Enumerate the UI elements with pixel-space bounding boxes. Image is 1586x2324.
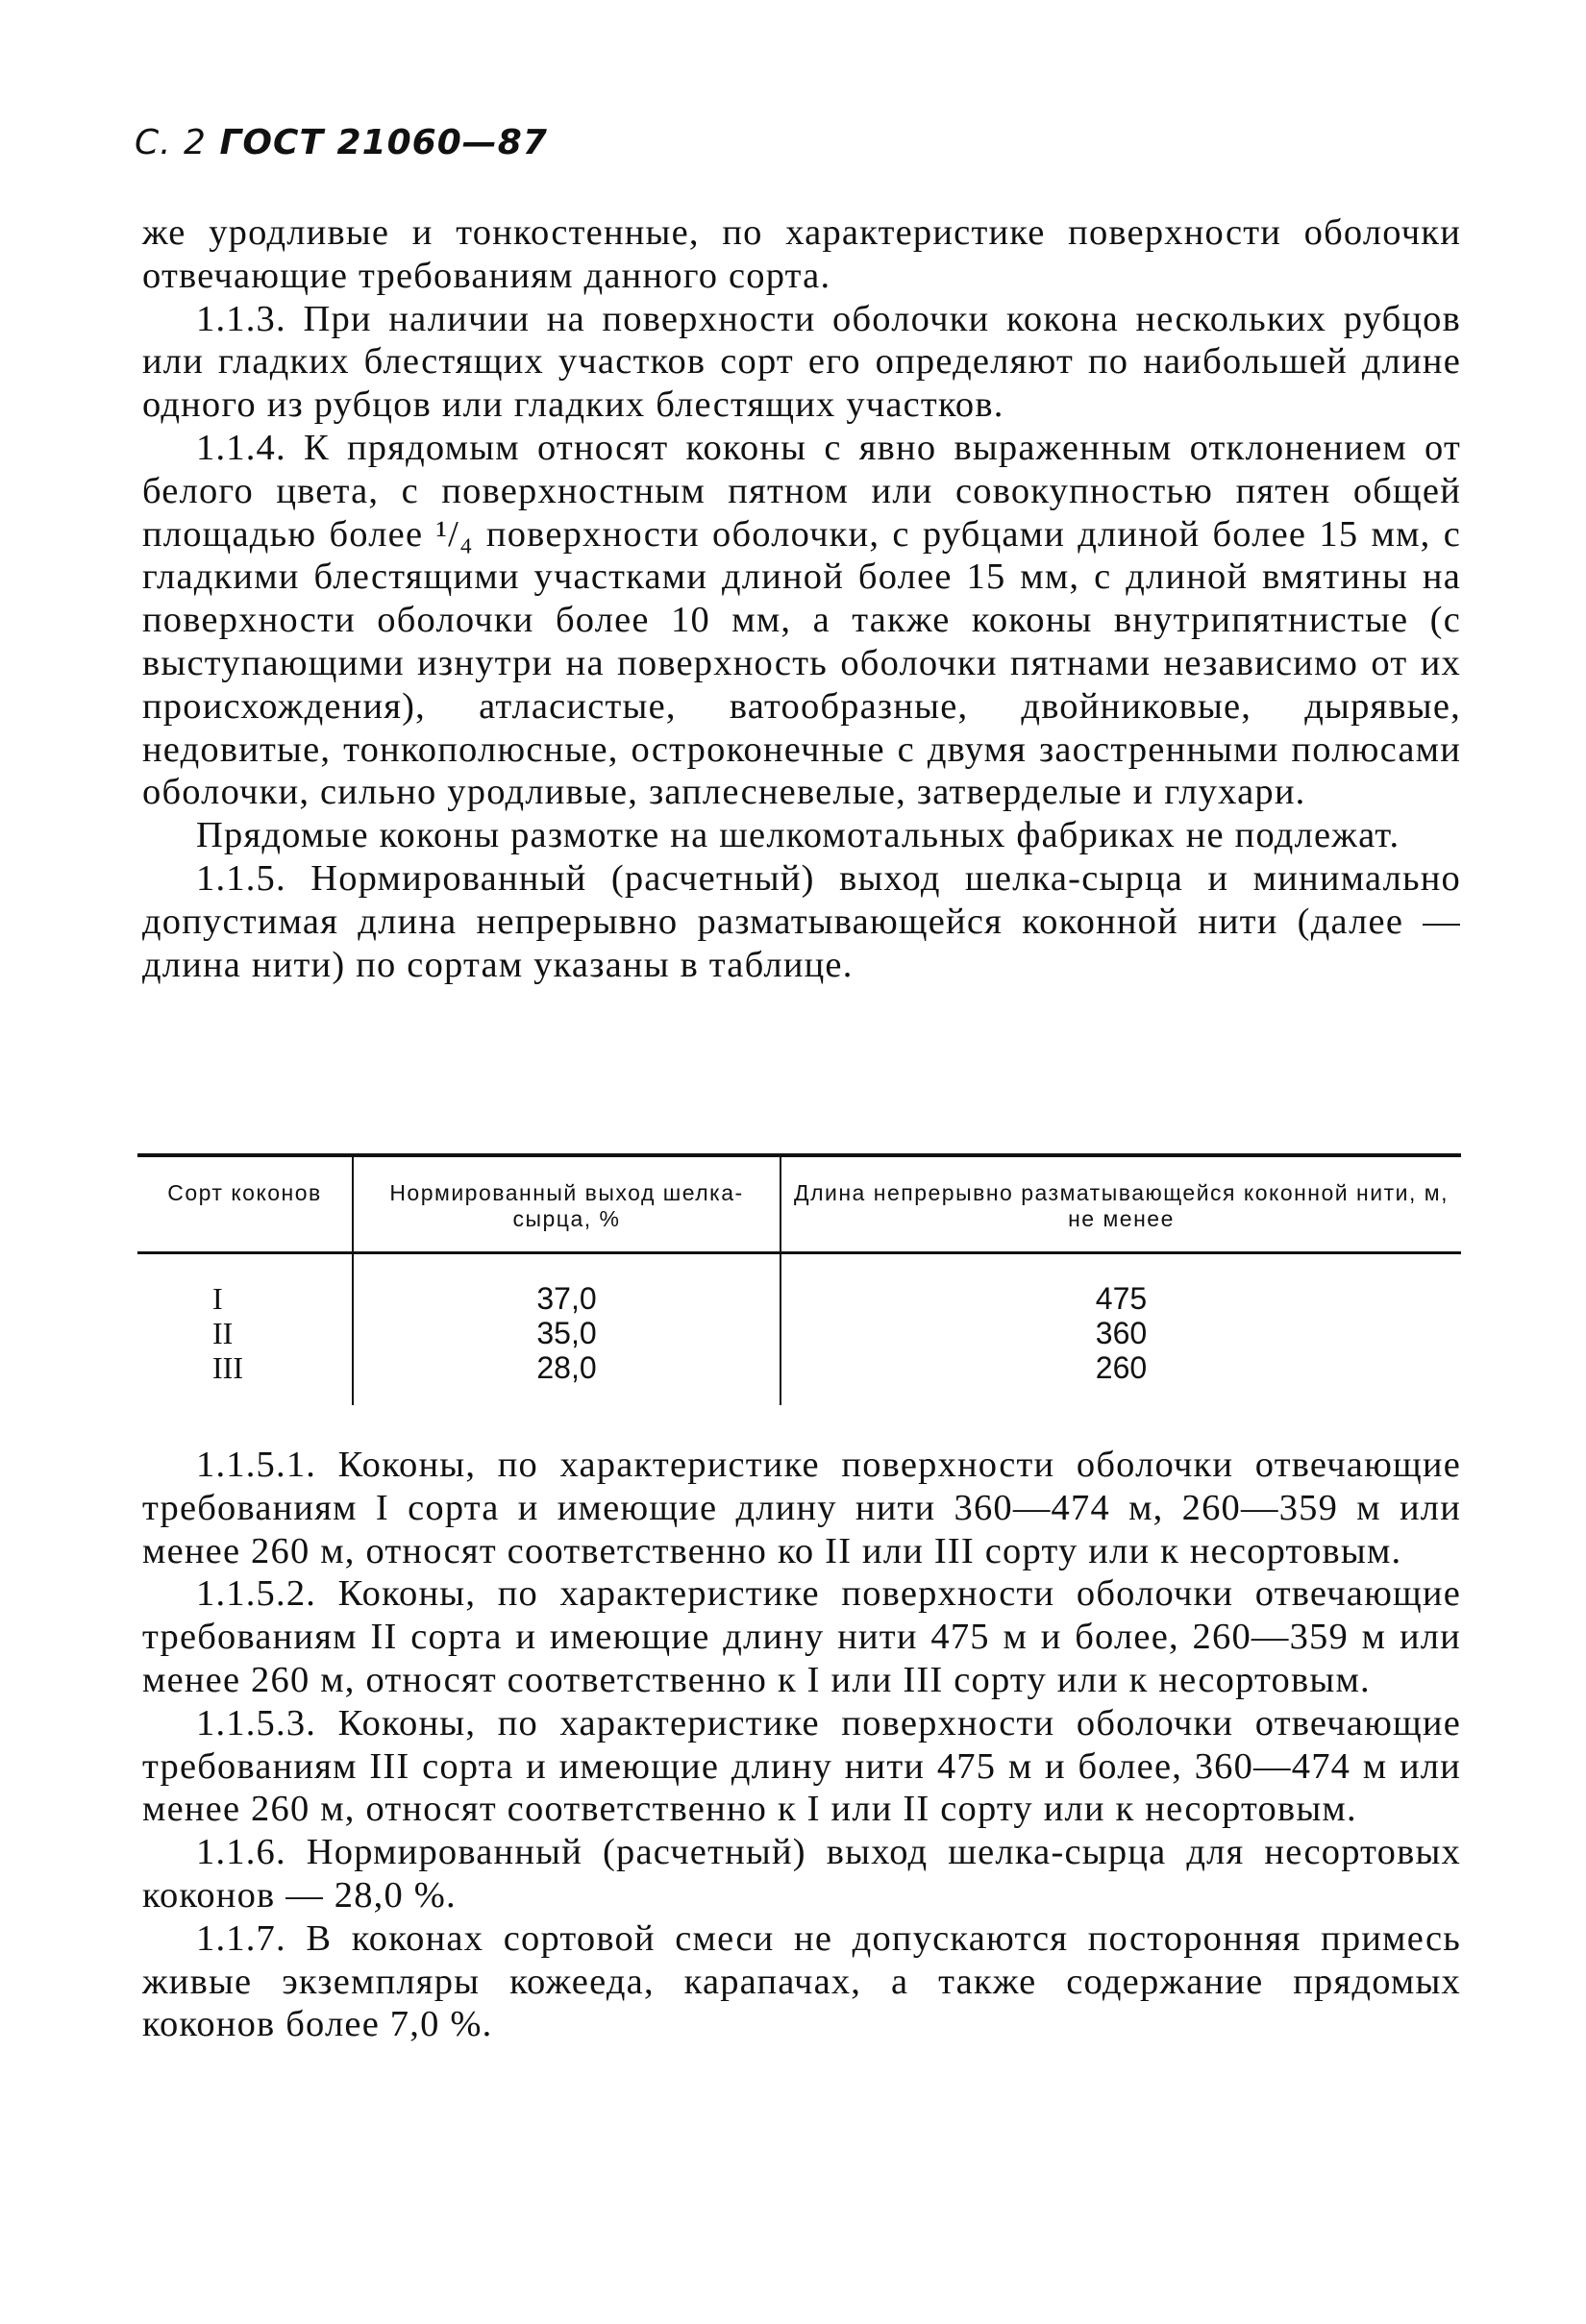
paragraph-pryadomye-note: Прядомые коконы размотке на шелкомотальных фабриках не подлежат.: [196, 815, 1400, 856]
table-cell: 475: [1095, 1281, 1148, 1316]
table-cell: III: [212, 1350, 243, 1385]
table-cell: II: [212, 1316, 234, 1350]
paragraph-1-1-6: 1.1.6. Нормированный (расчетный) выход шелка-сырца для несортовых коконов — 28,0 %.: [142, 1832, 1461, 1916]
table-column-grade: [212, 1281, 328, 1385]
page-header: [135, 123, 548, 162]
table-top-rule: [137, 1153, 1461, 1157]
text-block-upper: [142, 211, 1461, 986]
table-cell: 360: [1095, 1316, 1148, 1350]
paragraph-1-1-5-1: 1.1.5.1. Коконы, по характеристике поверхности оболочки отвечающие требованиям I сорта и имеющие длину нити 360—474 м, 260—359 м или менее 260 м, относят соответственно ко II или III сорту или к несортовым.: [142, 1445, 1461, 1571]
paragraph-1-1-7: 1.1.7. В коконах сортовой смеси не допускаются посторонняя примесь живые экземпляры кожееда, карапачах, а также содержание прядомых коконов более 7,0 %.: [142, 1917, 1461, 2045]
paragraph-1-1-5: 1.1.5. Нормированный (расчетный) выход шелка-сырца и минимально допустимая длина непрерывно разматывающейся коконной нити (далее — длина нити) по сортам указаны в таблице.: [142, 857, 1461, 985]
standard-number: ГОСТ 21060—87: [219, 123, 548, 162]
table-header-grade: Сорт коконов: [167, 1180, 322, 1205]
table-header-rule: [137, 1251, 1461, 1254]
paragraph-1-1-5-3: 1.1.5.3. Коконы, по характеристике поверхности оболочки отвечающие требованиям III сорта и имеющие длину нити 475 м и более, 360—474 м или менее 260 м, относят соответственно к I или II сорту или к несортовым.: [142, 1702, 1461, 1830]
page-label: С. 2: [135, 123, 207, 162]
table-cell: 28,0: [536, 1350, 597, 1385]
table-column-thread-length: [781, 1281, 1461, 1385]
text-block-lower: [142, 1444, 1461, 2046]
grades-table: [137, 1153, 1461, 1413]
table-header-yield: Нормированный выход шелка-сырца, %: [389, 1180, 744, 1231]
table-column-yield: [354, 1281, 780, 1385]
paragraph-1-1-4: 1.1.4. К прядомым относят коконы с явно выраженным отклонением от белого цвета, с поверхностным пятном или совокупностью пятен общей площадью более ¹/₄ поверхности оболочки, с рубцами длиной более 15 мм, с гладкими блестящими участками длиной более 15 мм, с длиной вмятины на поверхности оболочки более 10 мм, а также коконы внутрипятнистые (с выступающими изнутри на поверхность оболочки пятнами независимо от их происхождения), атласистые, ватообразные, двойниковые, дырявые, недовитые, тонкополюсные, остроконечные с двумя заостренными полюсами оболочки, сильно уродливые, заплесневелые, затверделые и глухари.: [142, 427, 1461, 813]
table-header-thread-length: Длина непрерывно разматывающейся коконной нити, м, не менее: [794, 1180, 1449, 1231]
paragraph-1-1-3: 1.1.3. При наличии на поверхности оболочки кокона нескольких рубцов или гладких блестящих участков сорт его определяют по наибольшей длине одного из рубцов или гладких блестящих участков.: [142, 298, 1461, 426]
table-cell: I: [212, 1281, 223, 1316]
paragraph-1-1-5-2: 1.1.5.2. Коконы, по характеристике поверхности оболочки отвечающие требованиям II сорта и имеющие длину нити 475 м и более, 260—359 м или менее 260 м, относят соответственно к I или III сорту или к несортовым.: [142, 1573, 1461, 1700]
paragraph-continuation: же уродливые и тонкостенные, по характеристике поверхности оболочки отвечающие требованиям данного сорта.: [142, 212, 1461, 296]
table-cell: 35,0: [536, 1316, 597, 1350]
table-cell: 260: [1095, 1350, 1148, 1385]
table-cell: 37,0: [536, 1281, 597, 1316]
